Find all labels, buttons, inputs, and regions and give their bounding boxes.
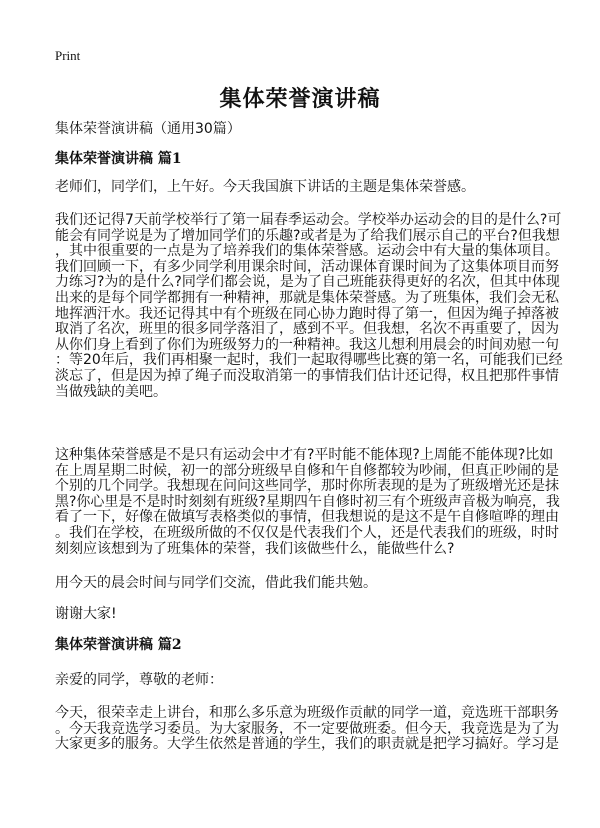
- text-line: 淡忘了，但是因为掉了绳子而没取消第一的事情我们估计还记得，权且把那件事情: [55, 367, 559, 384]
- text-line: 在上周星期二时候，初一的部分班级早自修和午自修都较为吵闹，但真正吵闹的是: [55, 462, 559, 479]
- text-line: 能会有同学说是为了增加同学们的乐趣?或者是为了给我们展示自己的平台?但我想: [55, 227, 560, 244]
- text-line: ：等20年后，我们再相聚一起时，我们一起取得哪些比赛的第一名，可能我们已经: [55, 352, 563, 369]
- section-heading: 集体荣誉演讲稿 篇2: [55, 637, 182, 653]
- text-line: 力练习?为的是什么?同学们都会说，是为了自己班能获得更好的名次，但其中体现: [55, 274, 560, 291]
- subtitle: 集体荣誉演讲稿（通用30篇）: [55, 121, 241, 137]
- text-line: 从你们身上看到了你们为班级努力的一种精神。我这儿想利用晨会的时间劝慰一句: [55, 336, 559, 353]
- paragraph: [55, 180, 555, 196]
- text-line: 用今天的晨会时间与同学们交流，借此我们能共勉。: [55, 575, 377, 591]
- text-line: 亲爱的同学，尊敬的老师：: [55, 672, 223, 688]
- text-line: 我们回顾一下，有多少同学利用课余时间，活动课体育课时间为了这集体项目而努: [55, 258, 559, 275]
- text-line: 我们还记得7天前学校举行了第一届春季运动会。学校举办运动会的目的是什么?可: [55, 212, 562, 228]
- text-line: 取消了名次，班里的很多同学落泪了，感到不平。但我想，名次不再重要了，因为: [55, 321, 559, 338]
- text-line: 黑?你心里是不是时时刻刻有班级?星期四午自修时初三有个班级声音极为响亮，我: [55, 493, 560, 510]
- text-line: ，其中很重要的一点是为了培养我们的集体荣誉感。运动会中有大量的集体项目。: [55, 243, 559, 260]
- paragraph: [55, 212, 563, 400]
- section-heading: 集体荣誉演讲稿 篇1: [55, 151, 182, 167]
- page-title: 集体荣誉演讲稿: [219, 87, 381, 112]
- text-line: 大家更多的服务。大学生依然是普通的学生，我们的职责就是把学习搞好。学习是: [55, 736, 559, 753]
- text-line: 。我们在学校，在班级所做的不仅仅是代表我们个人，还是代表我们的班级，时时: [55, 524, 559, 541]
- text-line: 地挥洒汗水。我还记得其中有个班级在同心协力跑时得了第一，但因为绳子掉落被: [55, 305, 559, 322]
- text-line: 出来的是每个同学都拥有一种精神，那就是集体荣誉感。为了班集体，我们会无私: [55, 289, 559, 306]
- text-line: 刻刻应该想到为了班集体的荣誉，我们该做些什么，能做些什么?: [55, 540, 455, 557]
- text-line: 今天，很荣幸走上讲台，和那么多乐意为班级作贡献的同学一道，竞选班干部职务: [55, 705, 559, 721]
- text-line: 当做残缺的美吧。: [55, 383, 167, 400]
- paragraph: [55, 447, 560, 557]
- text-line: 。今天我竞选学习委员。为大家服务，不一定要做班委。但今天，我竞选是为了为: [55, 720, 559, 737]
- text-line: 看了一下，好像在做填写表格类似的事情，但我想说的是这不是午自修喧哗的理由: [55, 509, 559, 526]
- text-line: 老师们，同学们，上午好。今天我国旗下讲话的主题是集体荣誉感。: [55, 179, 475, 195]
- paragraph: [55, 607, 555, 623]
- text-line: 个别的几个同学。我想现在问问这些同学，那时你所表现的是为了班级增光还是抹: [55, 478, 559, 495]
- text-line: 谢谢大家!: [55, 606, 117, 622]
- paragraph: [55, 705, 559, 753]
- paragraph: [55, 576, 555, 592]
- text-line: 这种集体荣誉感是不是只有运动会中才有?平时能不能体现?上周能不能体现?比如: [55, 447, 554, 463]
- print-link[interactable]: Print: [55, 48, 81, 63]
- paragraph: [55, 673, 555, 689]
